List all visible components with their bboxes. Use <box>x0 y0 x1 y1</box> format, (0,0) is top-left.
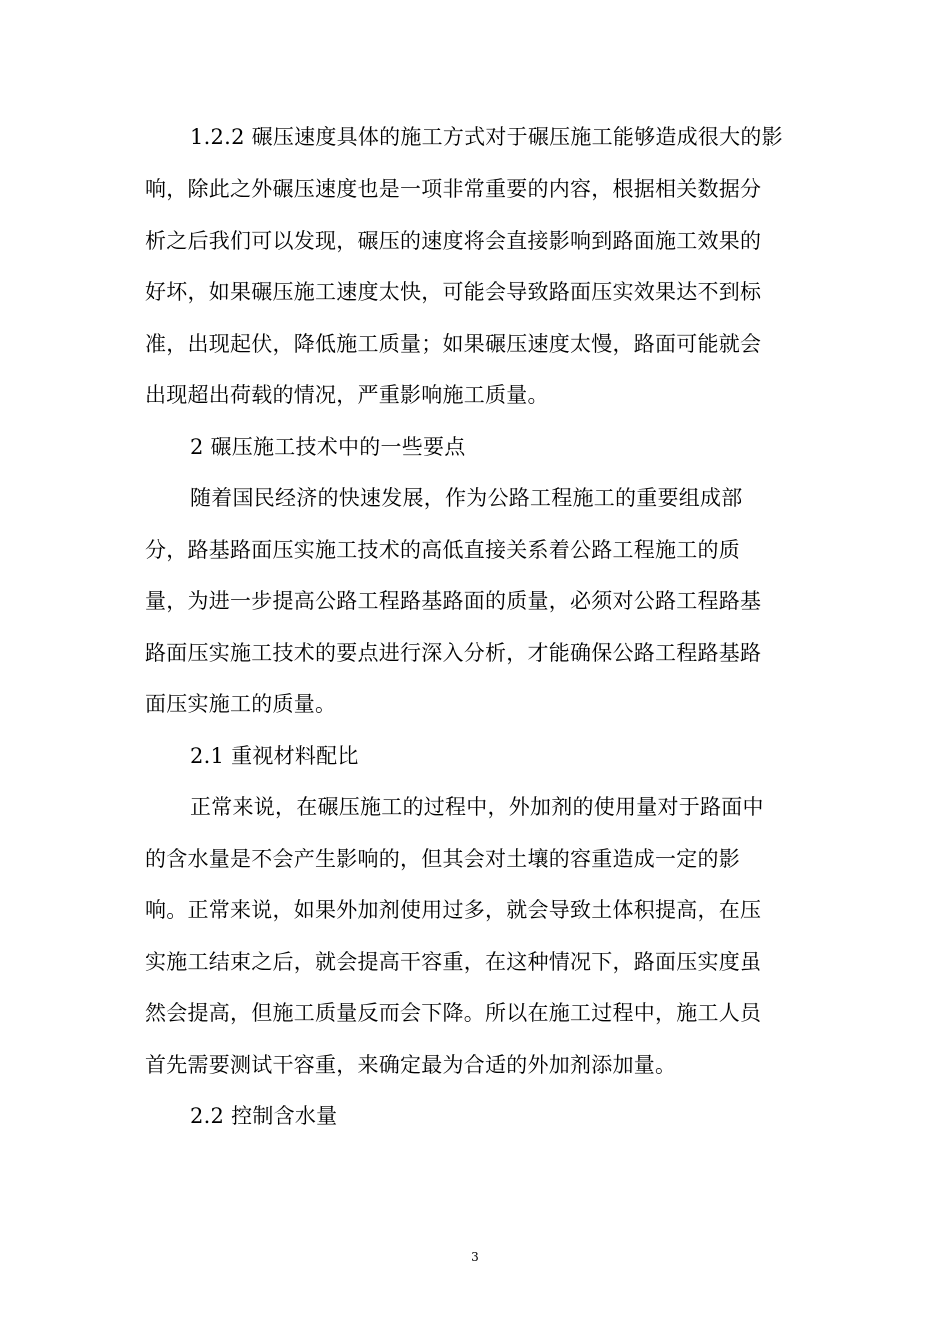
section-2-line-3: 量，为进一步提高公路工程路基路面的质量，必须对公路工程路基 <box>145 589 762 613</box>
section-2-1-line-3: 响。正常来说，如果外加剂使用过多，就会导致土体积提高，在压 <box>145 898 762 922</box>
section-1-2-2-line-3: 析之后我们可以发现，碾压的速度将会直接影响到路面施工效果的 <box>145 229 762 253</box>
section-1-2-2-line-5: 准，出现起伏，降低施工质量；如果碾压速度太慢，路面可能就会 <box>145 332 762 356</box>
section-2-line-4: 路面压实施工技术的要点进行深入分析，才能确保公路工程路基路 <box>145 641 762 665</box>
section-2-1-line-6: 首先需要测试干容重，来确定最为合适的外加剂添加量。 <box>145 1053 677 1077</box>
page-number: 3 <box>471 1250 479 1264</box>
section-2-1-line-1: 正常来说，在碾压施工的过程中，外加剂的使用量对于路面中 <box>190 795 764 819</box>
section-2-1-line-5: 然会提高，但施工质量反而会下降。所以在施工过程中，施工人员 <box>145 1001 762 1025</box>
section-1-2-2-line-2: 响，除此之外碾压速度也是一项非常重要的内容，根据相关数据分 <box>145 177 762 201</box>
section-2-1-line-4: 实施工结束之后，就会提高干容重，在这种情况下，路面压实度虽 <box>145 950 762 974</box>
section-1-2-2-line-1: 1.2.2 碾压速度具体的施工方式对于碾压施工能够造成很大的影 <box>190 125 783 149</box>
section-2-1-line-2: 的含水量是不会产生影响的，但其会对土壤的容重造成一定的影 <box>145 847 740 871</box>
section-1-2-2-line-6: 出现超出荷载的情况，严重影响施工质量。 <box>145 383 549 407</box>
section-2-2-heading: 2.2 控制含水量 <box>190 1104 338 1128</box>
section-2-line-1: 随着国民经济的快速发展，作为公路工程施工的重要组成部 <box>190 486 743 510</box>
section-2-line-2: 分，路基路面压实施工技术的高低直接关系着公路工程施工的质 <box>145 538 740 562</box>
section-2-heading: 2 碾压施工技术中的一些要点 <box>190 435 466 459</box>
section-2-line-5: 面压实施工的质量。 <box>145 692 337 716</box>
section-1-2-2-line-4: 好坏，如果碾压施工速度太快，可能会导致路面压实效果达不到标 <box>145 280 762 304</box>
section-2-1-heading: 2.1 重视材料配比 <box>190 744 359 768</box>
